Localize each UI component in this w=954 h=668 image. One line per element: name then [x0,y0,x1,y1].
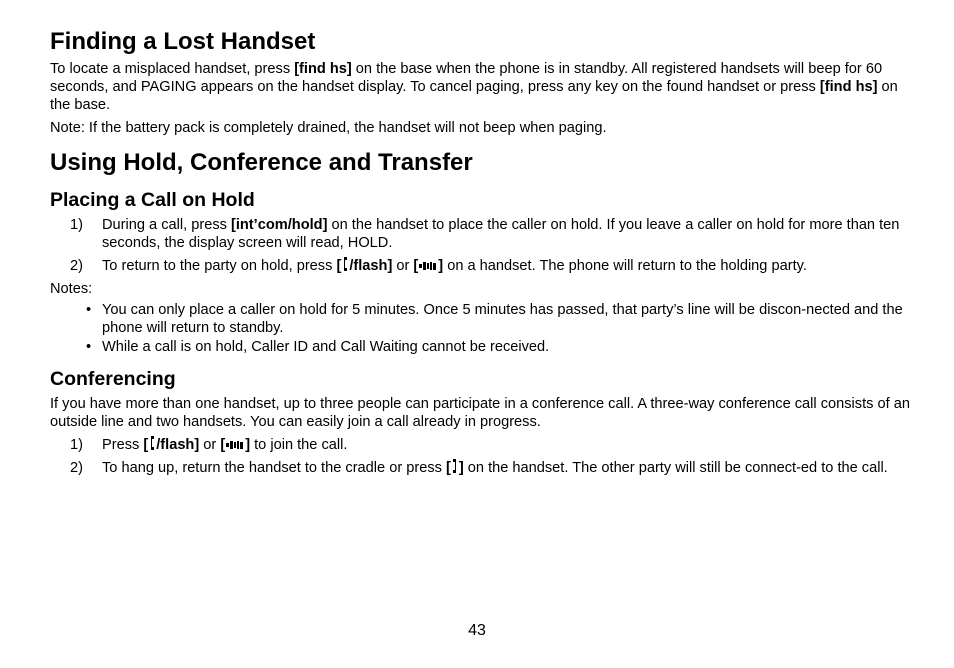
key-find-hs: [find hs] [819,79,878,95]
talk-key-icon [149,436,155,450]
key-intcom-hold: [int’com/hold] [230,217,328,233]
key-find-hs: [find hs] [294,61,352,77]
heading-conferencing: Conferencing [50,368,176,390]
list-item: 1) Press [ /flash] or [ ] to join the call. [70,437,348,453]
bullet: • [86,302,92,318]
conference-steps [50,436,910,477]
speaker-key-icon [419,261,437,271]
manual-page [50,28,910,482]
bullet: • [86,339,92,355]
heading-hold-conference-transfer: Using Hold, Conference and Transfer [50,149,473,176]
paragraph-paging: To locate a misplaced handset, press [find hs] on the base when the phone is in standby. All registered handsets will beep for 60 seconds, and PAGING appears on the handset display. To cancel paging, press any key on the found handset or press [find hs] on the base. [50,61,898,113]
paragraph-conference-intro: If you have more than one handset, up to three people can participate in a conference call. A three-way conference call consists of an outside line and two handsets. You can easily join a call already in progress. [50,396,910,430]
hold-steps [50,216,910,275]
talk-key-icon [342,257,348,271]
list-item: • You can only place a caller on hold for 5 minutes. Once 5 minutes has passed, that party’s line will be discon-nected and the phone will return to standby. [86,302,903,336]
list-item: 1) During a call, press [int’com/hold] on the handset to place the caller on hold. If you leave a caller on hold for more than ten seconds, the display screen will read, HOLD. [70,217,900,251]
list-item: 2) To return to the party on hold, press [ /flash] or [ ] on a handset. The phone will return to the holding party. [70,258,807,274]
heading-placing-call-on-hold: Placing a Call on Hold [50,189,255,211]
heading-finding-lost-handset: Finding a Lost Handset [50,28,316,55]
hold-notes [50,301,910,356]
note-battery: Note: If the battery pack is completely drained, the handset will not beep when paging. [50,120,607,136]
speaker-key-icon [226,440,244,450]
notes-label: Notes: [50,281,93,297]
page-number: 43 [468,622,486,639]
list-item: 2) To hang up, return the handset to the cradle or press [ ] on the handset. The other party will still be connect-ed to the call. [70,460,888,476]
end-key-icon [452,459,458,473]
list-item: • While a call is on hold, Caller ID and Call Waiting cannot be received. [86,339,550,355]
